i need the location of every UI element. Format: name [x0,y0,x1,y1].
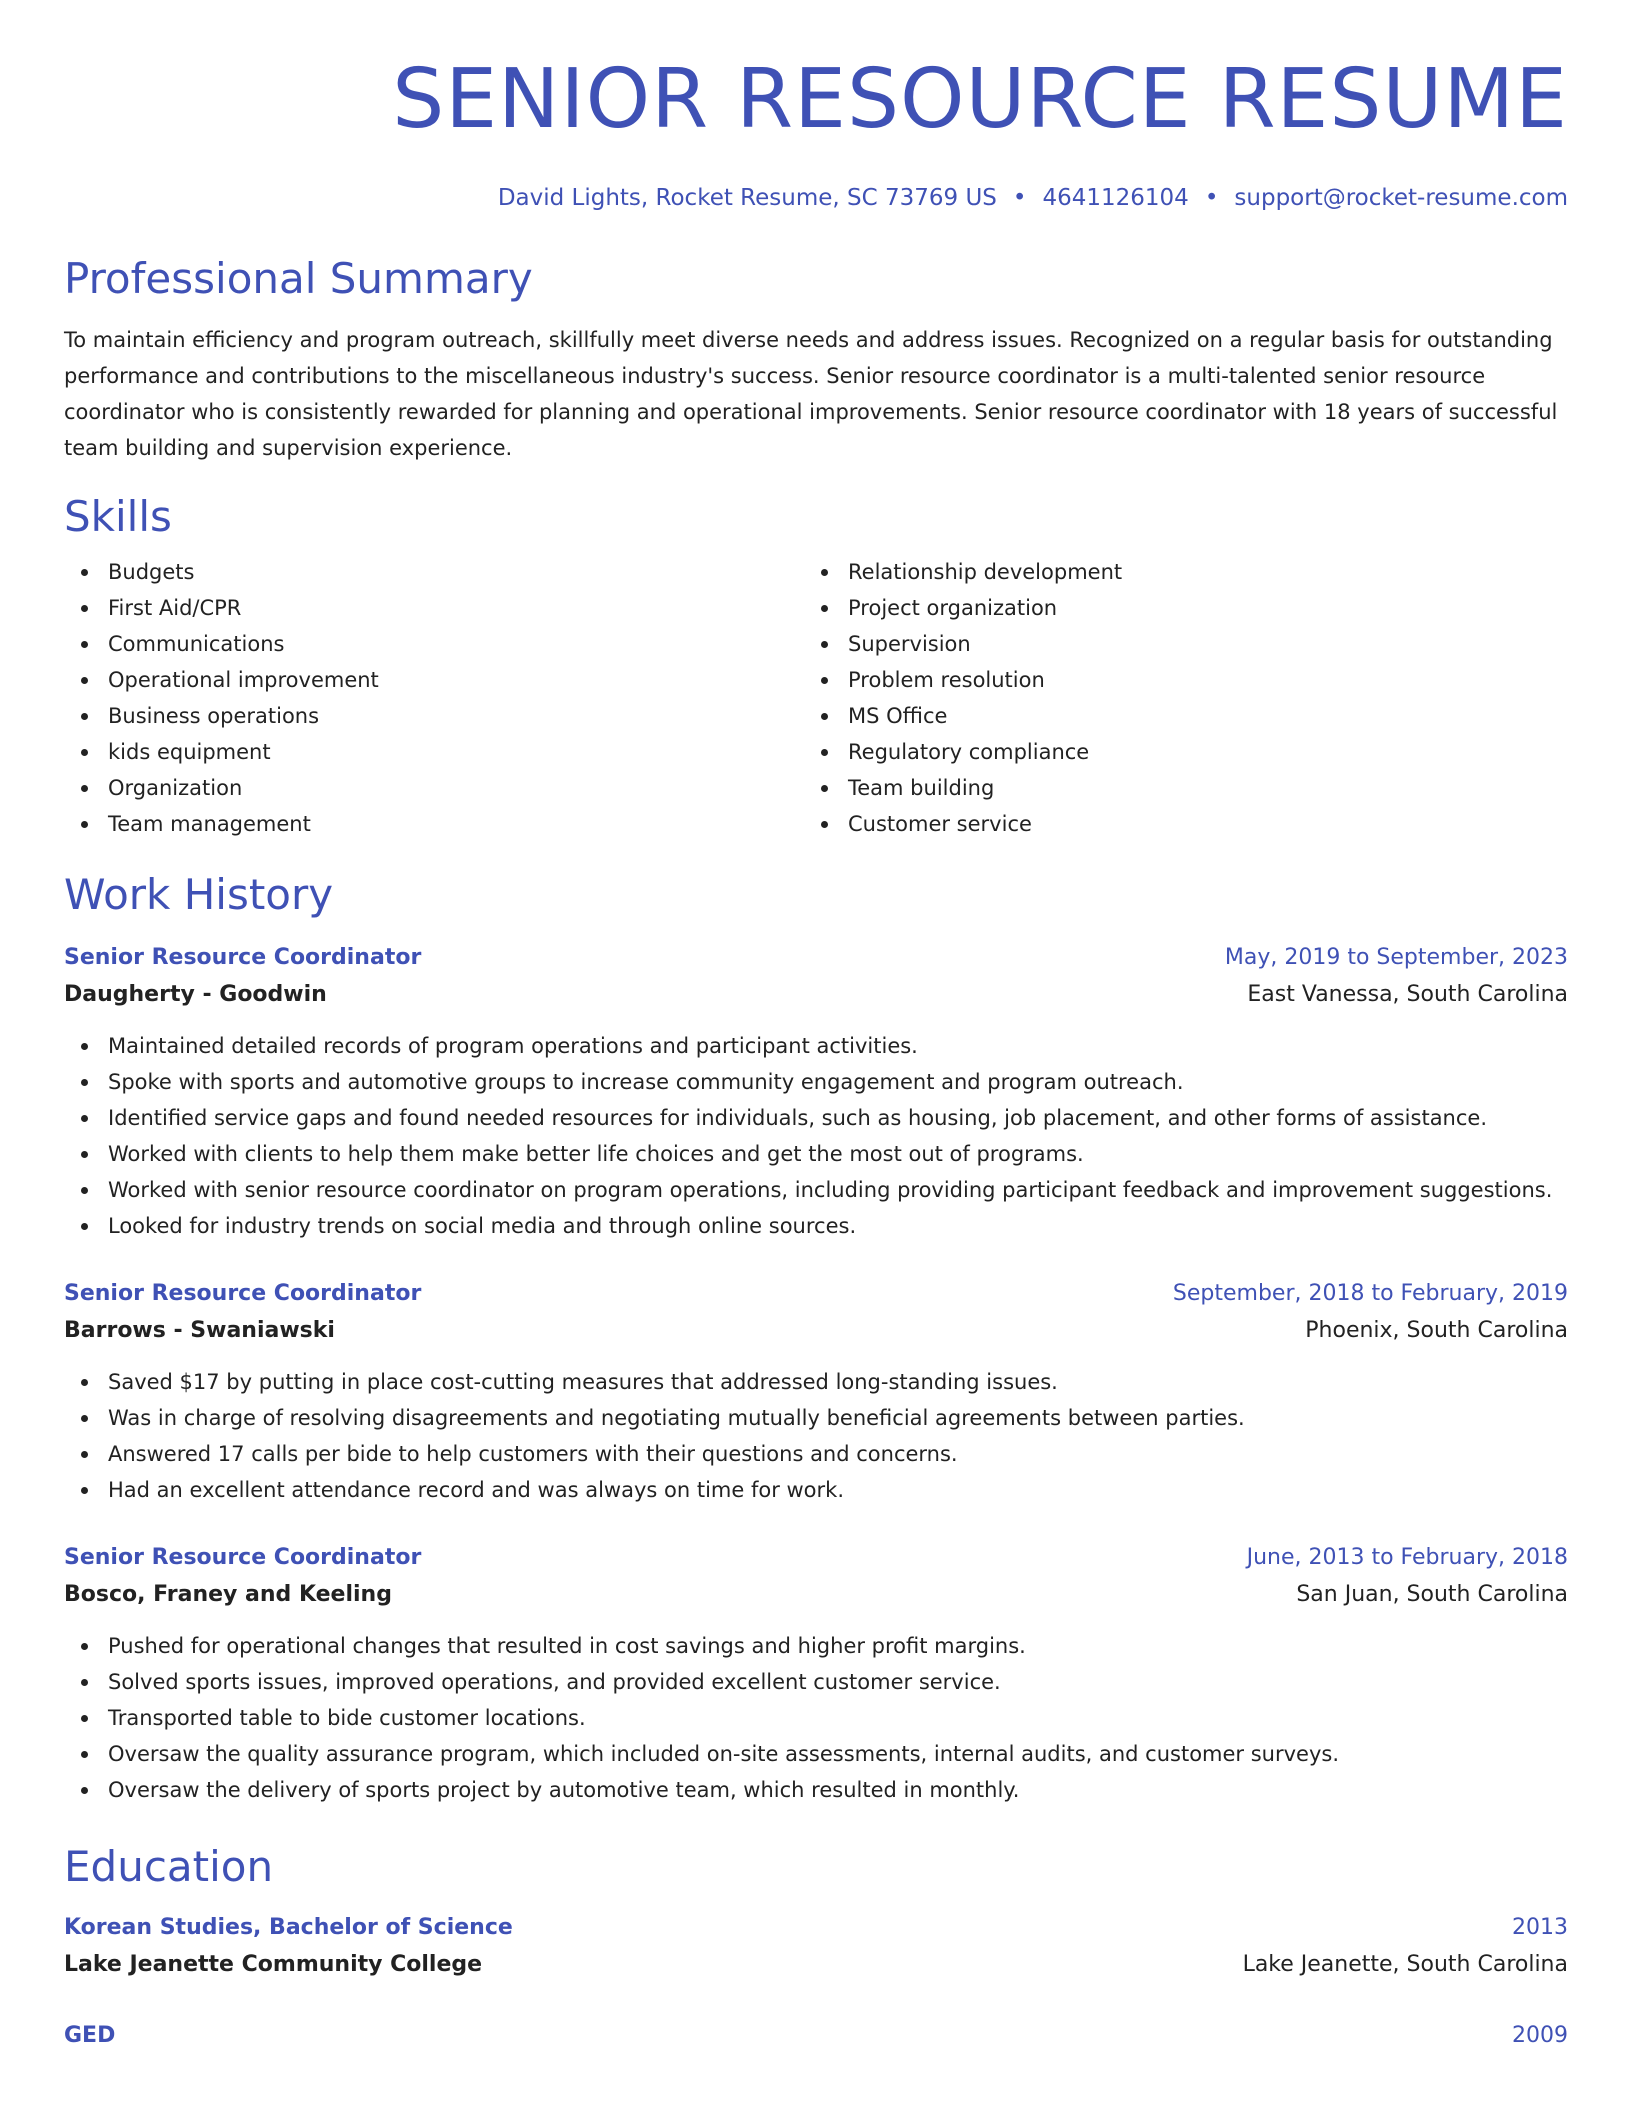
skill-item: Business operations [64,698,804,734]
skill-item: Regulatory compliance [804,734,1544,770]
job-title: Senior Resource Coordinator [64,1545,422,1570]
skill-item: MS Office [804,698,1544,734]
section-title-work-history: Work History [64,870,334,919]
skill-item: kids equipment [64,734,804,770]
contact-line [64,184,1568,212]
skills-column-right [804,554,1544,842]
job-company: Bosco, Franey and Keeling [64,1582,392,1607]
contact-separator: • [1204,185,1219,211]
summary-text: To maintain efficiency and program outreach, skillfully meet diverse needs and address issues. Recognized on a regular basis for outstanding performance and contributions to the miscellaneous industry's success. Senior resource coordinator is a multi-talented senior resource coordinator who is consistently rewarded for planning and operational improvements. Senior resource coordinator with 18 years of successful team building and supervision experience. [64,328,1558,460]
contact-address: David Lights, Rocket Resume, SC 73769 US [497,185,997,211]
job-bullet: Looked for industry trends on social media and through online sources. [64,1208,1568,1244]
job-entry [64,940,1568,1244]
skill-item: Budgets [64,554,804,590]
job-bullet: Saved $17 by putting in place cost-cutting measures that addressed long-standing issues. [64,1364,1568,1400]
section-title-education: Education [64,1842,274,1891]
job-bullets [64,1028,1568,1244]
skill-item: Communications [64,626,804,662]
job-bullet: Was in charge of resolving disagreements and negotiating mutually beneficial agreements between parties. [64,1400,1568,1436]
education-entry [64,1910,1568,1984]
job-bullet: Pushed for operational changes that resulted in cost savings and higher profit margins. [64,1628,1568,1664]
job-title: Senior Resource Coordinator [64,1281,422,1306]
education-location: Lake Jeanette, South Carolina [1242,1952,1568,1977]
job-entry [64,1540,1568,1808]
education-year: 2013 [1512,1915,1568,1940]
job-company: Barrows - Swaniawski [64,1318,335,1343]
job-bullet: Oversaw the quality assurance program, which included on-site assessments, internal audits, and customer surveys. [64,1736,1568,1772]
job-bullet: Worked with senior resource coordinator on program operations, including providing participant feedback and improvement suggestions. [64,1172,1568,1208]
job-bullets [64,1628,1568,1808]
job-bullet: Answered 17 calls per bide to help customers with their questions and concerns. [64,1436,1568,1472]
contact-phone: 4641126104 [1042,185,1189,211]
skill-item: Team management [64,806,804,842]
job-entry [64,1276,1568,1508]
skills-column-left [64,554,804,842]
job-bullet: Oversaw the delivery of sports project by automotive team, which resulted in monthly. [64,1772,1568,1808]
skill-item: First Aid/CPR [64,590,804,626]
skill-item: Relationship development [804,554,1544,590]
section-title-summary: Professional Summary [64,254,533,303]
job-bullet: Solved sports issues, improved operations, and provided excellent customer service. [64,1664,1568,1700]
resume-header [64,0,1568,212]
job-dates: May, 2019 to September, 2023 [1224,945,1568,970]
job-bullet: Maintained detailed records of program operations and participant activities. [64,1028,1568,1064]
job-title: Senior Resource Coordinator [64,945,422,970]
contact-email: support@rocket-resume.com [1234,185,1568,211]
education-year: 2009 [1512,2023,1568,2048]
skill-item: Team building [804,770,1544,806]
job-company: Daugherty - Goodwin [64,982,327,1007]
job-location: Phoenix, South Carolina [1305,1318,1568,1343]
skill-item: Project organization [804,590,1544,626]
resume-title: SENIOR RESOURCE RESUME [392,52,1568,147]
job-bullets [64,1364,1568,1508]
job-dates: September, 2018 to February, 2019 [1172,1281,1568,1306]
education-school: Lake Jeanette Community College [64,1952,483,1977]
skills-list [64,554,1568,842]
skill-item: Problem resolution [804,662,1544,698]
job-bullet: Worked with clients to help them make better life choices and get the most out of programs. [64,1136,1568,1172]
skill-item: Customer service [804,806,1544,842]
skill-item: Organization [64,770,804,806]
contact-separator: • [1012,185,1027,211]
job-bullet: Transported table to bide customer locations. [64,1700,1568,1736]
skill-item: Operational improvement [64,662,804,698]
job-bullet: Had an excellent attendance record and was always on time for work. [64,1472,1568,1508]
education-entry [64,2018,1568,2054]
education-degree: GED [64,2023,116,2048]
skill-item: Supervision [804,626,1544,662]
job-bullet: Spoke with sports and automotive groups to increase community engagement and program outreach. [64,1064,1568,1100]
job-dates: June, 2013 to February, 2018 [1246,1545,1568,1570]
education-degree: Korean Studies, Bachelor of Science [64,1915,513,1940]
section-title-skills: Skills [64,492,172,541]
job-location: East Vanessa, South Carolina [1247,982,1568,1007]
job-location: San Juan, South Carolina [1296,1582,1568,1607]
job-bullet: Identified service gaps and found needed resources for individuals, such as housing, job placement, and other forms of assistance. [64,1100,1568,1136]
